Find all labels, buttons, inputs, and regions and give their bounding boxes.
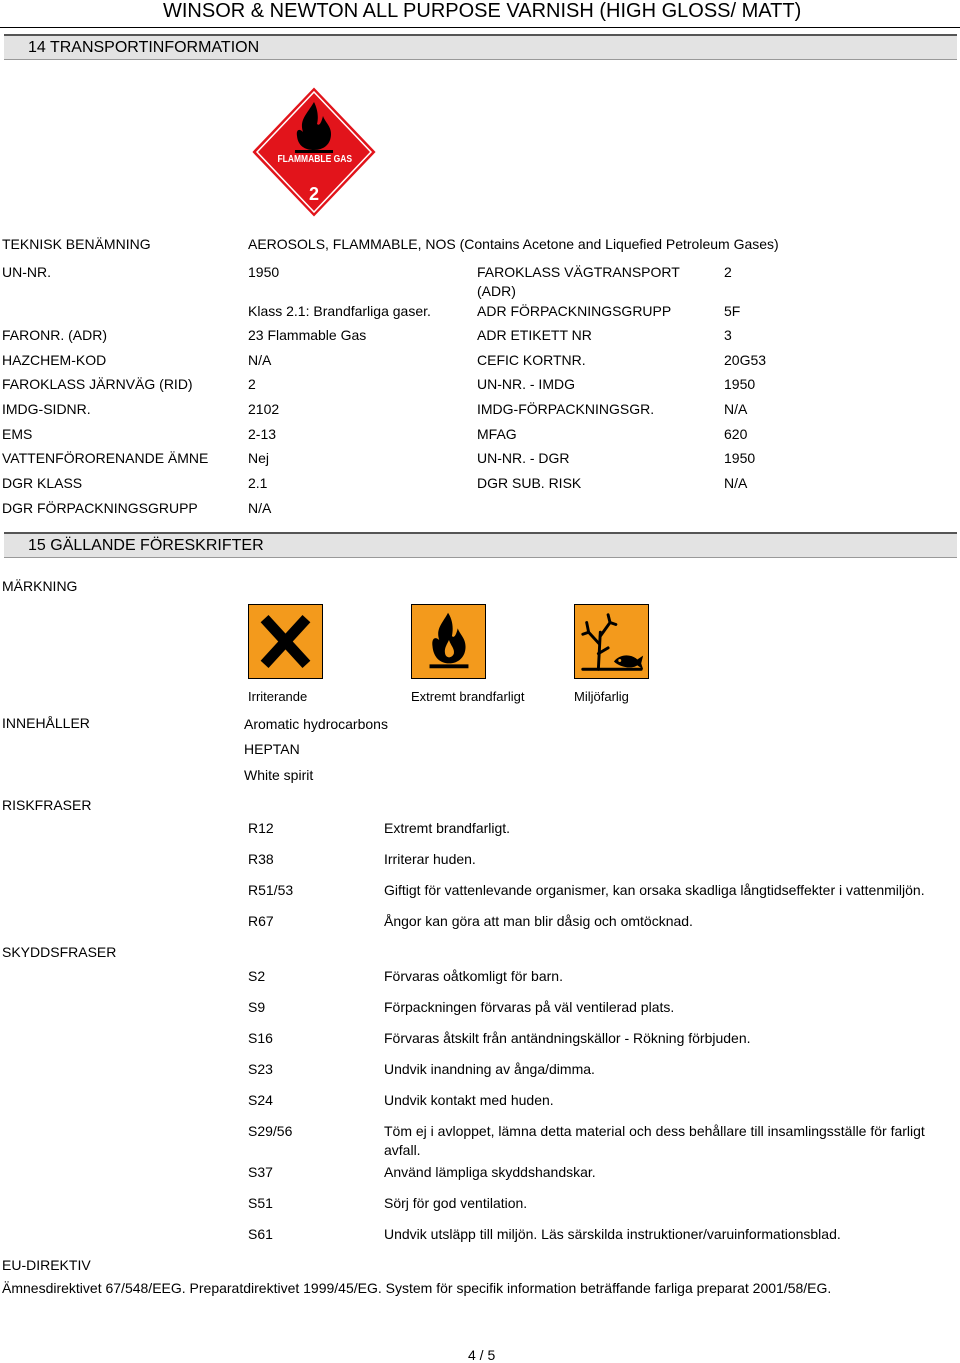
ingredient-item: HEPTAN: [244, 741, 300, 757]
transport-row-label-1: DGR KLASS: [2, 475, 83, 491]
transport-row-value-2: N/A: [724, 401, 748, 417]
transport-row-label-2: MFAG: [477, 426, 517, 442]
section-14-header: [4, 34, 957, 60]
safety-phrase-text: Undvik kontakt med huden.: [384, 1092, 554, 1108]
safety-phrase-text-continued: avfall.: [384, 1142, 421, 1158]
transport-row-value-1: 2102: [248, 401, 280, 417]
flame-icon: [411, 604, 486, 679]
safety-phrase-code: S24: [248, 1092, 273, 1108]
safety-phrase-text: Förvaras åtskilt från antändningskällor - Rökning förbjuden.: [384, 1030, 751, 1046]
title-divider: [0, 27, 960, 28]
transport-row-value-1: Nej: [248, 450, 270, 466]
transport-row-label-1: HAZCHEM-KOD: [2, 352, 107, 368]
risk-phrase-code: R38: [248, 851, 274, 867]
adr-class-value: 2: [724, 264, 732, 280]
transport-row-value-1: 2: [248, 376, 256, 392]
transport-row-value-2: 1950: [724, 450, 756, 466]
transport-row-label-1: FAROKLASS JÄRNVÄG (RID): [2, 376, 193, 392]
ingredient-item: White spirit: [244, 767, 314, 783]
safety-phrase-code: S51: [248, 1195, 273, 1211]
pictogram-caption: Extremt brandfarligt: [411, 689, 525, 704]
placard-text: FLAMMABLE GAS: [277, 154, 353, 165]
safety-phrase-text: Förvaras oåtkomligt för barn.: [384, 968, 563, 984]
ingredient-item: Aromatic hydrocarbons: [244, 716, 388, 732]
transport-row-label-2: ADR ETIKETT NR: [477, 327, 592, 343]
risk-phrases-label: RISKFRASER: [2, 797, 92, 813]
section-15-title: 15 GÄLLANDE FÖRESKRIFTER: [28, 537, 264, 554]
transport-row-value-1: N/A: [248, 352, 272, 368]
technical-name-label: TEKNISK BENÄMNING: [2, 236, 151, 252]
adr-pack-label: ADR FÖRPACKNINGSGRUPP: [477, 303, 672, 319]
transport-row-value-1: 23 Flammable Gas: [248, 327, 367, 343]
transport-row-label-2: IMDG-FÖRPACKNINGSGR.: [477, 401, 655, 417]
section-14-title: 14 TRANSPORTINFORMATION: [28, 39, 260, 56]
risk-phrase-text: Ångor kan göra att man blir dåsig och omtöcknad.: [384, 913, 693, 929]
transport-row-label-1: FARONR. (ADR): [2, 327, 107, 343]
transport-row-label-1: DGR FÖRPACKNINGSGRUPP: [2, 500, 198, 516]
safety-phrase-text: Använd lämpliga skyddshandskar.: [384, 1164, 596, 1180]
document-title: WINSOR & NEWTON ALL PURPOSE VARNISH (HIGH GLOSS/ MATT): [163, 0, 802, 22]
safety-phrase-text: Förpackningen förvaras på väl ventilerad plats.: [384, 999, 675, 1015]
safety-phrase-code: S16: [248, 1030, 273, 1046]
risk-phrase-code: R67: [248, 913, 274, 929]
risk-phrase-text: Irriterar huden.: [384, 851, 476, 867]
pictogram-caption: Irriterande: [248, 689, 308, 704]
adr-class-label: FAROKLASS VÄGTRANSPORT: [477, 264, 680, 280]
transport-row-value-1: 2.1: [248, 475, 268, 491]
adr-pack-value: 5F: [724, 303, 741, 319]
safety-phrase-code: S61: [248, 1226, 273, 1242]
flammable-gas-placard: [249, 84, 379, 220]
risk-phrase-code: R51/53: [248, 882, 294, 898]
risk-phrase-text: Extremt brandfarligt.: [384, 820, 511, 836]
safety-phrase-code: S9: [248, 999, 266, 1015]
transport-row-label-2: DGR SUB. RISK: [477, 475, 582, 491]
transport-row-value-2: 1950: [724, 376, 756, 392]
un-nr-value: 1950: [248, 264, 280, 280]
transport-row-label-2: UN-NR. - DGR: [477, 450, 570, 466]
safety-phrase-text: Undvik utsläpp till miljön. Läs särskilda instruktioner/varuinformationsblad.: [384, 1226, 841, 1242]
transport-row-label-1: VATTENFÖRORENANDE ÄMNE: [2, 450, 209, 466]
un-nr-label: UN-NR.: [2, 264, 51, 280]
risk-phrase-code: R12: [248, 820, 274, 836]
page-number: 4 / 5: [468, 1347, 496, 1363]
eu-directive-label: EU-DIREKTIV: [2, 1257, 91, 1273]
transport-row-label-1: EMS: [2, 426, 33, 442]
contains-label: INNEHÅLLER: [2, 715, 90, 731]
pictogram-caption: Miljöfarlig: [574, 689, 629, 704]
safety-phrase-text: Töm ej i avloppet, lämna detta material och dess behållare till insamlingsställe för farligt: [384, 1123, 925, 1139]
dead-tree-fish-icon: [574, 604, 649, 679]
transport-row-value-1: 2-13: [248, 426, 277, 442]
transport-row-label-1: IMDG-SIDNR.: [2, 401, 91, 417]
safety-phrase-text: Sörj för god ventilation.: [384, 1195, 528, 1211]
marking-label: MÄRKNING: [2, 578, 78, 594]
safety-phrase-code: S29/56: [248, 1123, 293, 1139]
transport-row-label-2: CEFIC KORTNR.: [477, 352, 586, 368]
un-class-description: Klass 2.1: Brandfarliga gaser.: [248, 303, 431, 319]
eu-directive-text: Ämnesdirektivet 67/548/EEG. Preparatdirektivet 1999/45/EG. System för specifik information beträffande farliga preparat 2001/58/EG.: [2, 1280, 832, 1296]
placard-class-number: 2: [308, 184, 319, 204]
transport-row-value-2: N/A: [724, 475, 748, 491]
adr-class-label-line2: (ADR): [477, 283, 516, 299]
x-cross-icon: [248, 604, 323, 679]
safety-phrase-text: Undvik inandning av ånga/dimma.: [384, 1061, 595, 1077]
safety-phrase-code: S37: [248, 1164, 273, 1180]
safety-phrase-code: S23: [248, 1061, 273, 1077]
technical-name-value: AEROSOLS, FLAMMABLE, NOS (Contains Acetone and Liquefied Petroleum Gases): [248, 236, 779, 252]
transport-row-label-2: UN-NR. - IMDG: [477, 376, 575, 392]
transport-row-value-2: 20G53: [724, 352, 767, 368]
section-15-header: [4, 532, 957, 558]
transport-row-value-2: 3: [724, 327, 732, 343]
safety-phrases-label: SKYDDSFRASER: [2, 944, 117, 960]
safety-phrase-code: S2: [248, 968, 266, 984]
transport-row-value-1: N/A: [248, 500, 272, 516]
transport-row-value-2: 620: [724, 426, 748, 442]
risk-phrase-text: Giftigt för vattenlevande organismer, kan orsaka skadliga långtidseffekter i vattenmiljön.: [384, 882, 925, 898]
